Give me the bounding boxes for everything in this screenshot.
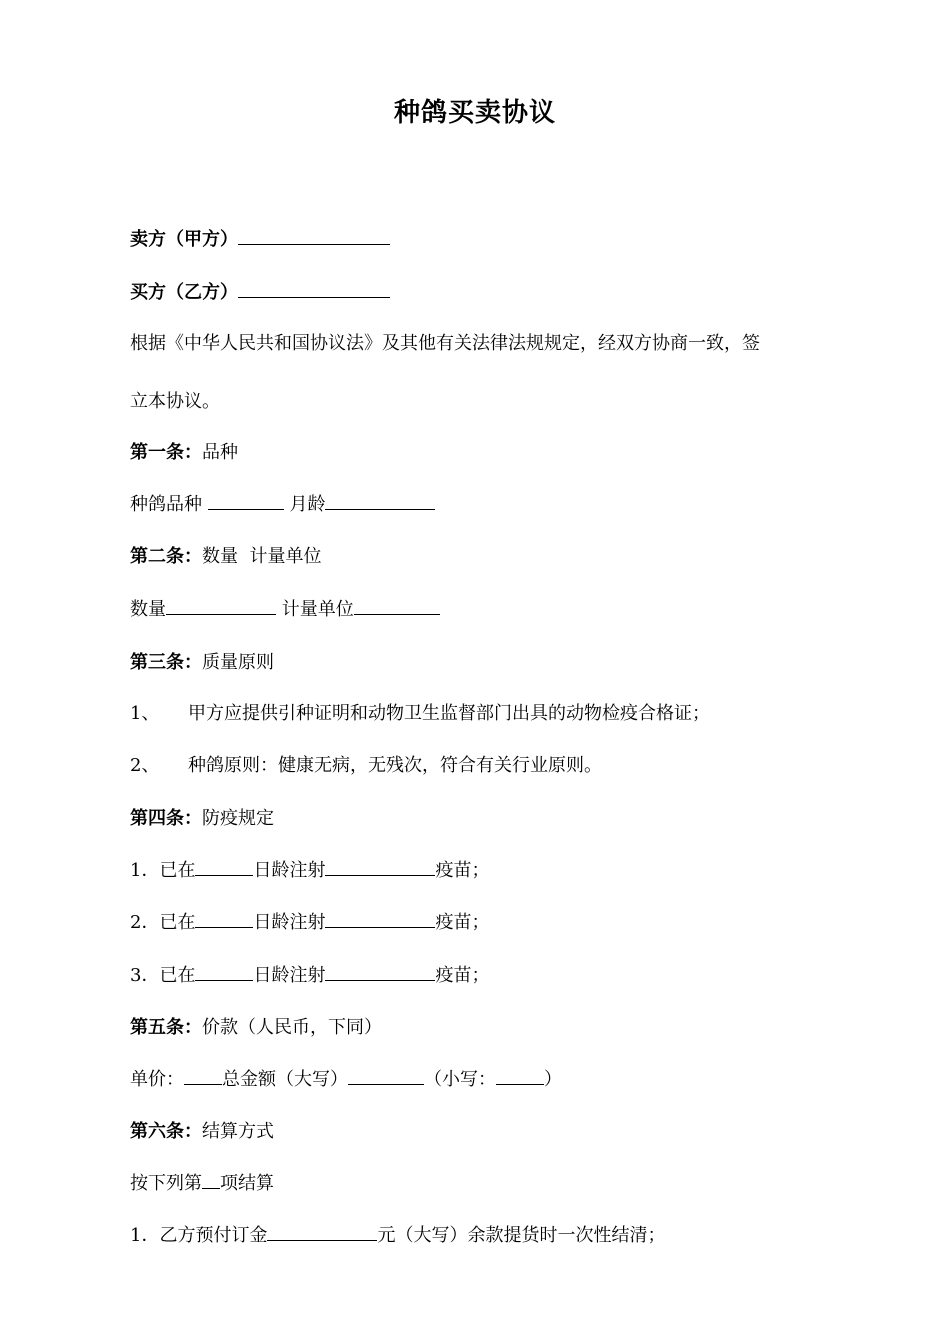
article-5-heading <box>130 1015 382 1041</box>
row-suffix: 疫苗； <box>435 912 490 933</box>
article-3-heading <box>130 650 274 676</box>
article-6-label: 第六条： <box>130 1121 202 1142</box>
vaccine-row-1 <box>130 857 489 884</box>
breed-blank <box>208 491 284 510</box>
article-3-label: 第三条： <box>130 652 202 673</box>
day-blank <box>195 909 253 928</box>
item-number: 2、 <box>130 755 160 776</box>
vaccine-row-2 <box>130 909 489 936</box>
article-4-label: 第四条： <box>130 808 202 829</box>
row-prefix: 已在 <box>159 912 196 933</box>
article-3-item-1 <box>130 701 710 727</box>
row-prefix: 已在 <box>159 860 196 881</box>
row-suffix: 疫苗； <box>435 965 490 986</box>
article-2-fields <box>130 596 440 623</box>
day-blank <box>195 857 253 876</box>
vaccine-blank <box>325 857 435 876</box>
item-number: 1、 <box>130 703 160 724</box>
age-label: 月龄 <box>289 494 326 515</box>
quantity-label: 数量 <box>130 599 166 620</box>
choice-suffix: 项结算 <box>220 1173 274 1194</box>
row-middle: 日龄注射 <box>253 912 326 933</box>
buyer-label: 买方（乙方） <box>130 282 238 303</box>
vaccine-blank <box>325 962 435 981</box>
intro-line-1: 根据《中华人民共和国协议法》及其他有关法律法规规定，经双方协商一致，签 <box>130 333 760 354</box>
deposit-blank <box>267 1222 377 1241</box>
seller-blank <box>238 226 390 245</box>
choice-blank <box>202 1170 220 1189</box>
article-5-title: 价款（人民币，下同） <box>202 1017 382 1038</box>
settlement-item-1 <box>130 1222 665 1249</box>
vaccine-blank <box>325 909 435 928</box>
quantity-blank <box>166 596 276 615</box>
seller-label: 卖方（甲方） <box>130 229 238 250</box>
unit-price-blank <box>184 1066 222 1085</box>
choice-prefix: 按下列第 <box>130 1173 202 1194</box>
article-5-label: 第五条： <box>130 1017 202 1038</box>
age-blank <box>325 491 435 510</box>
document-title: 种鸽买卖协议 <box>393 98 556 128</box>
article-1-title: 品种 <box>202 442 238 463</box>
unit-label: 计量单位 <box>281 599 354 620</box>
row-middle: 日龄注射 <box>253 965 326 986</box>
item-prefix: 乙方预付订金 <box>159 1225 268 1246</box>
article-3-item-2 <box>130 753 602 779</box>
article-4-heading <box>130 806 274 832</box>
article-1-fields <box>130 491 435 518</box>
row-middle: 日龄注射 <box>253 860 326 881</box>
row-number: 1． <box>130 860 160 881</box>
article-1-heading <box>130 440 238 466</box>
buyer-line <box>130 279 390 306</box>
row-number: 2． <box>130 912 160 933</box>
settlement-choice <box>130 1170 274 1197</box>
day-blank <box>195 962 253 981</box>
small-open: （小写： <box>424 1069 496 1090</box>
article-3-title: 质量原则 <box>202 652 274 673</box>
article-4-title: 防疫规定 <box>202 808 274 829</box>
item-text: 甲方应提供引种证明和动物卫生监督部门出具的动物检疫合格证； <box>188 703 710 724</box>
total-upper-blank <box>348 1066 424 1085</box>
article-2-heading <box>130 544 321 570</box>
breed-label: 种鸽品种 <box>130 494 202 515</box>
unit-price-label: 单价： <box>130 1069 184 1090</box>
buyer-blank <box>238 279 390 298</box>
small-close: ） <box>544 1069 562 1090</box>
item-text: 种鸽原则：健康无病，无残次，符合有关行业原则。 <box>188 755 602 776</box>
seller-line <box>130 226 390 253</box>
row-number: 3． <box>130 965 160 986</box>
intro-line-2: 立本协议。 <box>130 391 220 412</box>
article-6-title: 结算方式 <box>202 1121 274 1142</box>
article-1-label: 第一条： <box>130 442 202 463</box>
article-2-title: 数量 计量单位 <box>202 546 322 567</box>
price-line <box>130 1066 562 1093</box>
row-suffix: 疫苗； <box>435 860 490 881</box>
article-6-heading <box>130 1119 274 1145</box>
total-lower-blank <box>496 1066 544 1085</box>
total-label: 总金额（大写） <box>222 1069 348 1090</box>
item-number: 1． <box>130 1225 160 1246</box>
item-suffix: 元（大写）余款提货时一次性结清； <box>377 1225 666 1246</box>
vaccine-row-3 <box>130 962 489 989</box>
unit-blank <box>354 596 440 615</box>
article-2-label: 第二条： <box>130 546 202 567</box>
row-prefix: 已在 <box>159 965 196 986</box>
